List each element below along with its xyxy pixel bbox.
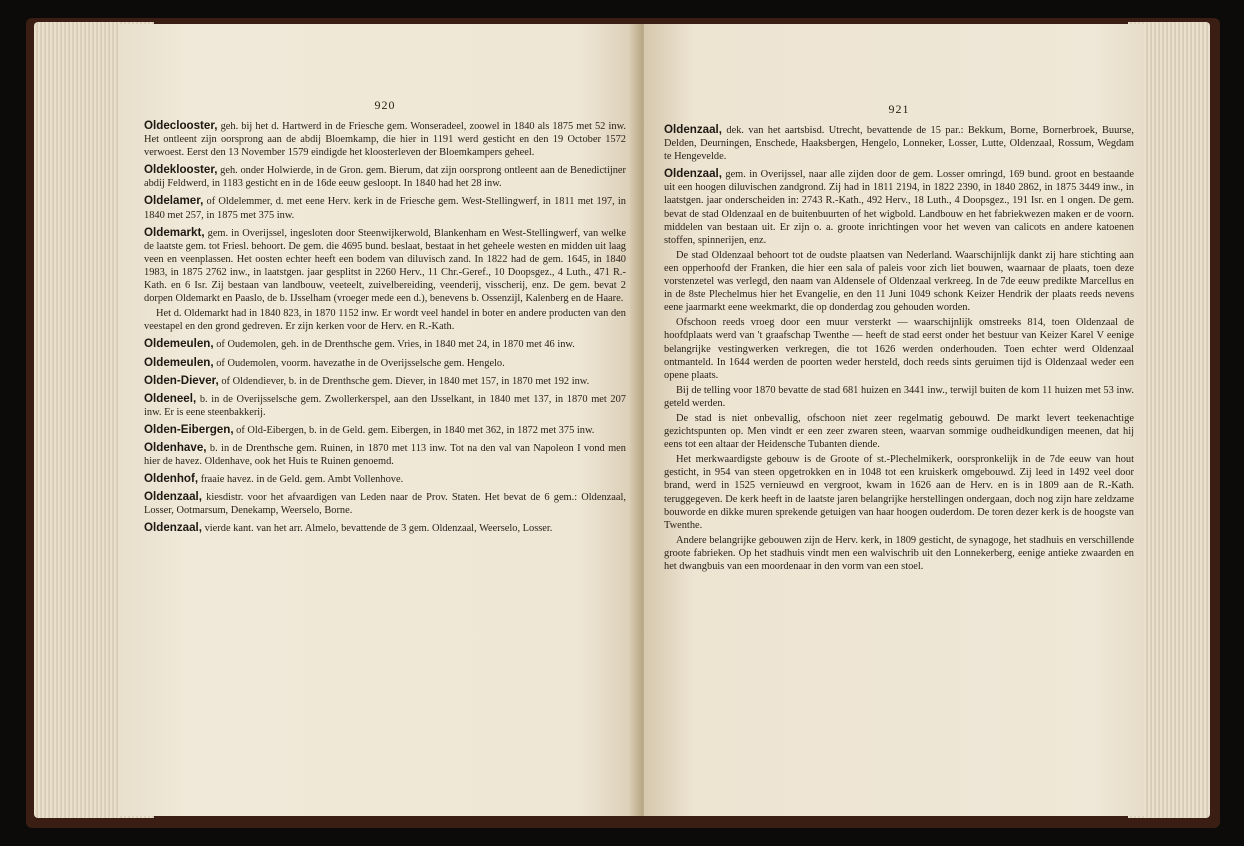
entry-text: Bij de telling voor 1870 bevatte de stad 681 huizen en 3441 inw., terwijl buiten de kom 11 huizen met 53 inw. geteld werden. — [664, 384, 1134, 409]
entry-text: Het merkwaardigste gebouw is de Groote of st.-Plechelmikerk, oorspronkelijk in de 7de eeuw van hout gesticht, in 954 van steen opgetrokken en in 1048 tot een kruiskerk omgebouwd. Zij leed in 1492 veel door brand, werd in 1525 vernieuwd en vergroot, kwam in 1626 aan de Herv. en is in 1809 aan de R.-Kath. teruggegeven. De kerk heeft in de laatste jaren belangrijke herstellingen ondergaan, doch nog zijn hare zeldzame bouworde en dikke muren sprekende getuigen van haar hoogen ouderdom. De toren dezer kerk is de hoogste van Twenthe. — [664, 454, 1134, 531]
entry-text: of Oldendiever, b. in de Drenthsche gem. Diever, in 1840 met 157, in 1870 met 192 inw. — [218, 375, 590, 387]
dictionary-entry — [144, 356, 626, 370]
dictionary-entry — [144, 337, 626, 351]
dictionary-entry — [664, 384, 1134, 410]
dictionary-entry — [144, 472, 626, 486]
entry-text: Andere belangrijke gebouwen zijn de Herv. kerk, in 1809 gesticht, de synagoge, het stadhuis en verschillende groote fabrieken. Op het stadhuis vindt men een walvischrib uit den Lonnekerberg, eenige antieke zwaarden en het dwangbuis van een moordenaar in den vorm van een stoel. — [664, 534, 1134, 572]
entry-text: kiesdistr. voor het afvaardigen van Leden naar de Prov. Staten. Het bevat de 6 gem.: Oldenzaal, Losser, Ootmarsum, Denekamp, Weerselo, Borne. — [144, 492, 626, 517]
entry-text: b. in de Drenthsche gem. Ruinen, in 1870 met 113 inw. Tot na den val van Napoleon I vond men hier de havez. Oldenhave, ook het Huis te Ruinen genoemd. — [144, 442, 626, 468]
dictionary-entry — [144, 374, 626, 388]
right-page — [644, 24, 1144, 816]
entry-text: of Old-Eibergen, b. in de Geld. gem. Eibergen, in 1840 met 362, in 1872 met 375 inw. — [233, 424, 595, 436]
dictionary-entry — [144, 392, 626, 419]
entry-text: De stad is niet onbevallig, ofschoon niet zeer regelmatig gebouwd. De markt levert teekenachtige gezichtspunten op. Men vindt er een zeer zwaren steen, waarvan sommige oudheidkundigen meenen, dat hij eens tot een altaar der Heidensche Tubanten diende. — [664, 412, 1134, 451]
dictionary-entry — [144, 490, 626, 517]
entry-text: fraaie havez. in de Geld. gem. Ambt Vollenhove. — [198, 474, 404, 486]
entry-headword: Oldenzaal, — [144, 490, 202, 504]
entry-headword: Oldenzaal, — [664, 167, 722, 181]
entry-text: of Oudemolen, geh. in de Drenthsche gem. Vries, in 1840 met 24, in 1870 met 46 inw. — [213, 339, 575, 351]
entry-text: gem. in Overijssel, ingesloten door Steenwijkerwold, Blankenham en West-Stellingwerf, van welke de laatste gem. tot Friesl. behoort. De gem. die 4695 bund. beslaat, bestaat in het geheele westen en midden uit laag veen en veenplassen. Het oosten echter heeft een bodem van diluvisch zand. In 1822 had de gem. 1645, in 1840 1983, in 1875 2762 inw., in laatstgen. jaar gesplitst in 2260 Herv., 11 Chr.-Geref., 10 Doopsgez., 4 Luth., 471 R.-Kath. en 6 Isr. Zij bestaan van landbouw, veeteelt, zuivelbereiding, veenderij, visscherij, enz. De gem. bevat 2 dorpen Oldemarkt en Paaslo, de b. IJsselham (vroeger mede een d.), benevens b. Ossenzijl, Kalenberg en de Haare. — [144, 227, 626, 305]
page-number: 921 — [888, 102, 910, 116]
entry-headword: Oldemeulen, — [144, 337, 214, 351]
entry-headword: Oldemarkt, — [144, 225, 205, 239]
entry-text: of Oudemolen, voorm. havezathe in de Overijsselsche gem. Hengelo. — [213, 357, 505, 369]
dictionary-entry — [144, 119, 626, 159]
dictionary-entry — [144, 194, 626, 221]
entry-headword: Oldenzaal, — [664, 123, 722, 136]
entry-list — [144, 119, 626, 536]
entry-headword: Oldemeulen, — [144, 355, 214, 369]
entry-headword: Olden-Eibergen, — [144, 422, 234, 436]
entry-text: Ofschoon reeds vroeg door een muur versterkt — waarschijnlijk omstreeks 814, toen Oldenzaal de hoofdplaats werd van 't graafschap Twenthe — heeft de stad eerst onder het bestuur van Keizer Karel V eenige belangrijke vestingwerken verkregen, die tot 1626 werden onderhouden. Toen echter werd Oldenzaal ontmanteld. In 1644 werden de poorten weder hersteld, doch reeds sints geruimen tijd is Oldenzaal weder een opene plaats. — [664, 317, 1134, 381]
dictionary-entry — [664, 167, 1134, 247]
dictionary-entry — [144, 521, 626, 535]
dictionary-entry — [664, 534, 1134, 573]
entry-text: of Oldelemmer, d. met eene Herv. kerk in de Friesche gem. West-Stellingwerf, in 1811 met 197, in 1840 met 257, in 1875 met 375 inw. — [144, 196, 626, 221]
entry-text: vierde kant. van het arr. Almelo, bevattende de 3 gem. Oldenzaal, Weerselo, Losser. — [202, 523, 553, 535]
entry-text: gem. in Overijssel, naar alle zijden door de gem. Losser omringd, 169 bund. groot en bestaande uit een hoogen diluvischen zandgrond. Zij had in 1811 2194, in 1822 2390, in 1840 2862, in 1875 3449 inw., in laatstgen. jaar onderscheiden in: 2743 R.-Kath., 492 Herv., 18 Luth., 4 Doopsgez., 191 Isr. en 1 ongen. De gem. bevat de stad Oldenzaal en de buitenbuurten of het wigbold. Landbouw en het fabriekwezen maken er de voorn. middelen van bestaan uit. Er zijn o. a. groote inrichtingen voor het weven van calicots en andere katoenen stoffen, spinnerijen, enz. — [664, 169, 1134, 246]
entry-headword: Oldenhof, — [144, 472, 199, 486]
dictionary-entry — [144, 307, 626, 333]
entry-text: b. in de Overijsselsche gem. Zwollerkerspel, aan den IJsselkant, in 1840 met 137, in 1870 met 207 inw. Er is eene steenbakkerij. — [144, 393, 626, 418]
entry-text: Het d. Oldemarkt had in 1840 823, in 1870 1152 inw. Er wordt veel handel in boter en andere producten van den veestapel en den grond gedreven. Er zijn kerken voor de Herv. en R.-Kath. — [144, 308, 626, 333]
entry-text: dek. van het aartsbisd. Utrecht, bevattende de 15 par.: Bekkum, Borne, Bornerbroek, Buurse, Delden, Deurningen, Enschede, Haaksbergen, Hengelo, Lonneker, Losser, Lutte, Oldenzaal, Rossum, Wegdam te Hengevelde. — [664, 125, 1134, 163]
dictionary-entry — [144, 441, 626, 468]
dictionary-entry — [664, 249, 1134, 314]
entry-headword: Oldenhave, — [144, 440, 207, 454]
dictionary-entry — [144, 423, 626, 437]
entry-text: De stad Oldenzaal behoort tot de oudste plaatsen van Nederland. Waarschijnlijk dankt zij hare stichting aan een opperhoofd der Franken, die hier een sala of paleis voor zich liet bouwen, waarnaar de plaats, toen deze vorstenzetel was verlegd, den naam van Aldensele of Oldenzaal verkreeg. In de 7de eeuw predikte Marcellus en in de 8ste Plechelmus hier het Evangelie, en den 11 Juni 1049 schonk Keizer Hendrik der plaats reeds nevens eene jaarmarkt eene weekmarkt, die op donderdag zou gehouden worden. — [664, 249, 1134, 314]
page-number: 920 — [374, 98, 396, 112]
dictionary-entry — [664, 453, 1134, 532]
entry-headword: Oldeneel, — [144, 391, 197, 405]
left-page — [120, 24, 640, 816]
entry-text: geh. onder Holwierde, in de Gron. gem. Bierum, dat zijn oorsprong ontleent aan de Benedictijner abdij Feldwerd, in 1183 gesticht en in de 16de eeuw gesloopt. In 1840 had het 28 inw. — [144, 165, 626, 190]
entry-headword: Oldelamer, — [144, 194, 204, 208]
entry-headword: Oldenzaal, — [144, 521, 202, 535]
dictionary-entry — [664, 412, 1134, 451]
entry-text: geh. bij het d. Hartwerd in de Friesche gem. Wonseradeel, zoowel in 1840 als 1875 met 52 inw. Het ontleent zijn oorsprong aan de abdij Bloemkamp, die hier in 1191 werd gesticht en den 19 October 1572 verwoest. Eerst den 13 November 1579 eindigde het kloosterleven der Bloemkampers geheel. — [144, 121, 626, 159]
entry-headword: Oldeklooster, — [144, 163, 218, 177]
dictionary-entry — [144, 226, 626, 306]
entry-headword: Oldeclooster, — [144, 119, 218, 132]
entry-headword: Olden-Diever, — [144, 373, 219, 387]
entry-list — [664, 123, 1134, 573]
dictionary-entry — [664, 123, 1134, 163]
dictionary-entry — [144, 163, 626, 190]
dictionary-entry — [664, 316, 1134, 381]
